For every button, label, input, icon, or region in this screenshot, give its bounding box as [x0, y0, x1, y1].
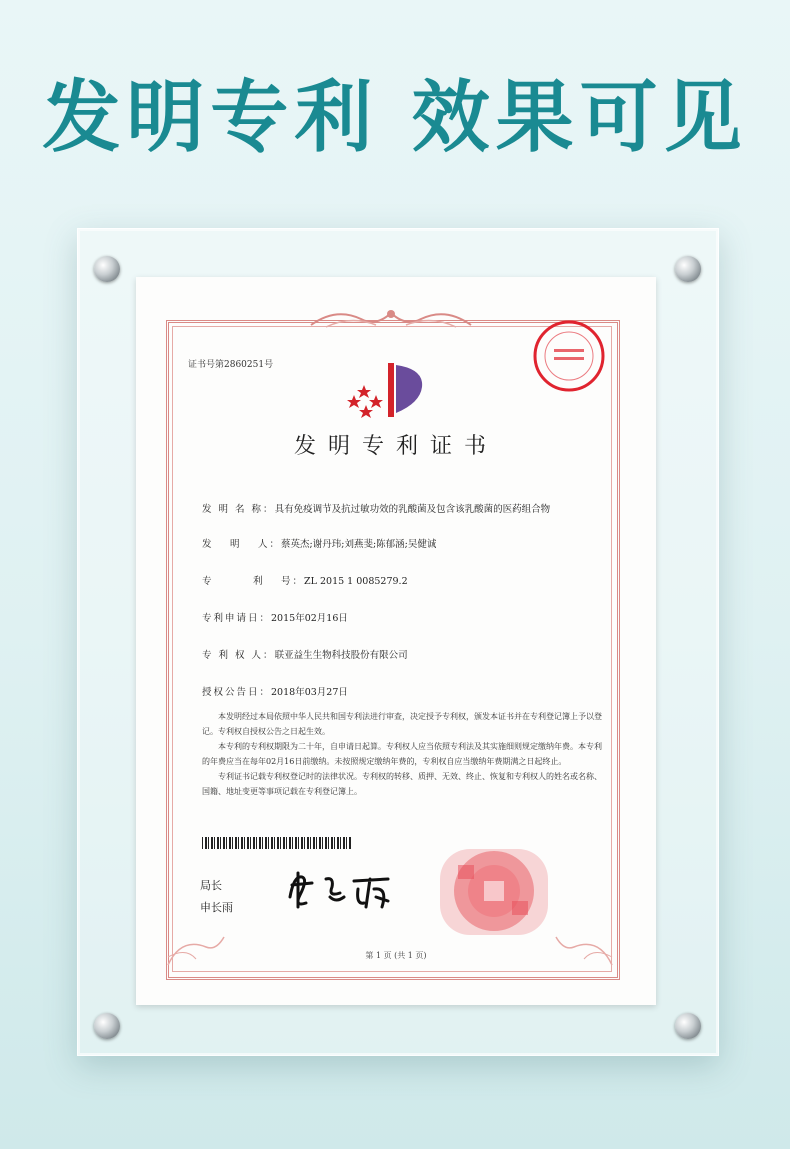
body-paragraph: 本发明经过本局依照中华人民共和国专利法进行审查，决定授予专利权，颁发本证书并在专利登记簿上予以登记。专利权自授权公告之日起生效。 — [202, 712, 602, 736]
field-value: 2018年03月27日 — [271, 687, 348, 698]
field-value: 具有免疫调节及抗过敏功效的乳酸菌及包含该乳酸菌的医药组合物 — [274, 504, 551, 515]
field-value: ZL 2015 1 0085279.2 — [304, 576, 408, 587]
field-value: 联亚益生生物科技股份有限公司 — [274, 650, 408, 661]
field-invention-name — [202, 501, 550, 515]
body-paragraph: 本专利的专利权期限为二十年，自申请日起算。专利权人应当依照专利法及其实施细则规定缴纳年费。本专利的年费应当在每年02月16日前缴纳。未按照规定缴纳年费的，专利权自应当缴纳年费期满之日起终止。 — [202, 742, 602, 766]
ornament-corner-icon — [554, 927, 614, 967]
field-label: 专利申请日： — [202, 613, 272, 624]
certificate-title: 发明专利证书 — [293, 434, 498, 459]
ornament-top-icon — [306, 305, 476, 331]
signature-role: 局长 — [200, 879, 222, 892]
field-patentee — [202, 647, 408, 661]
field-value: 蔡英杰;谢丹玮;刘燕斐;陈郁涵;吴健诚 — [281, 539, 437, 550]
screw-icon — [94, 256, 120, 282]
patent-office-logo-icon — [344, 355, 440, 421]
screw-icon — [675, 1013, 701, 1039]
field-label: 专 利 号： — [202, 576, 305, 587]
field-patent-number — [202, 573, 408, 587]
field-grant-date — [202, 684, 348, 698]
body-paragraph: 专利证书记载专利权登记时的法律状况。专利权的转移、质押、无效、终止、恢复和专利权人的姓名或名称、国籍、地址变更等事项记载在专利登记簿上。 — [202, 772, 602, 796]
field-label: 发 明 名 称： — [202, 504, 275, 515]
screw-icon — [94, 1013, 120, 1039]
field-label: 专 利 权 人： — [202, 650, 275, 661]
field-label: 发 明 人： — [202, 539, 282, 550]
field-filing-date — [202, 610, 348, 624]
ornament-corner-icon — [166, 927, 226, 967]
field-label: 授权公告日： — [202, 687, 272, 698]
official-seal-icon — [532, 319, 606, 393]
page-headline: 发明专利 效果可见 — [42, 73, 748, 163]
official-seal-blurred-icon — [434, 845, 554, 939]
certificate-body — [202, 709, 602, 799]
signature-name: 申长雨 — [200, 901, 233, 914]
field-inventors — [202, 536, 436, 550]
field-value: 2015年02月16日 — [271, 613, 348, 624]
page-footer: 第 1 页 (共 1 页) — [365, 951, 427, 960]
certificate-number: 证书号第2860251号 — [188, 360, 274, 370]
barcode — [202, 837, 352, 849]
patent-certificate — [136, 277, 656, 1005]
screw-icon — [675, 256, 701, 282]
handwritten-signature-icon — [284, 867, 396, 913]
